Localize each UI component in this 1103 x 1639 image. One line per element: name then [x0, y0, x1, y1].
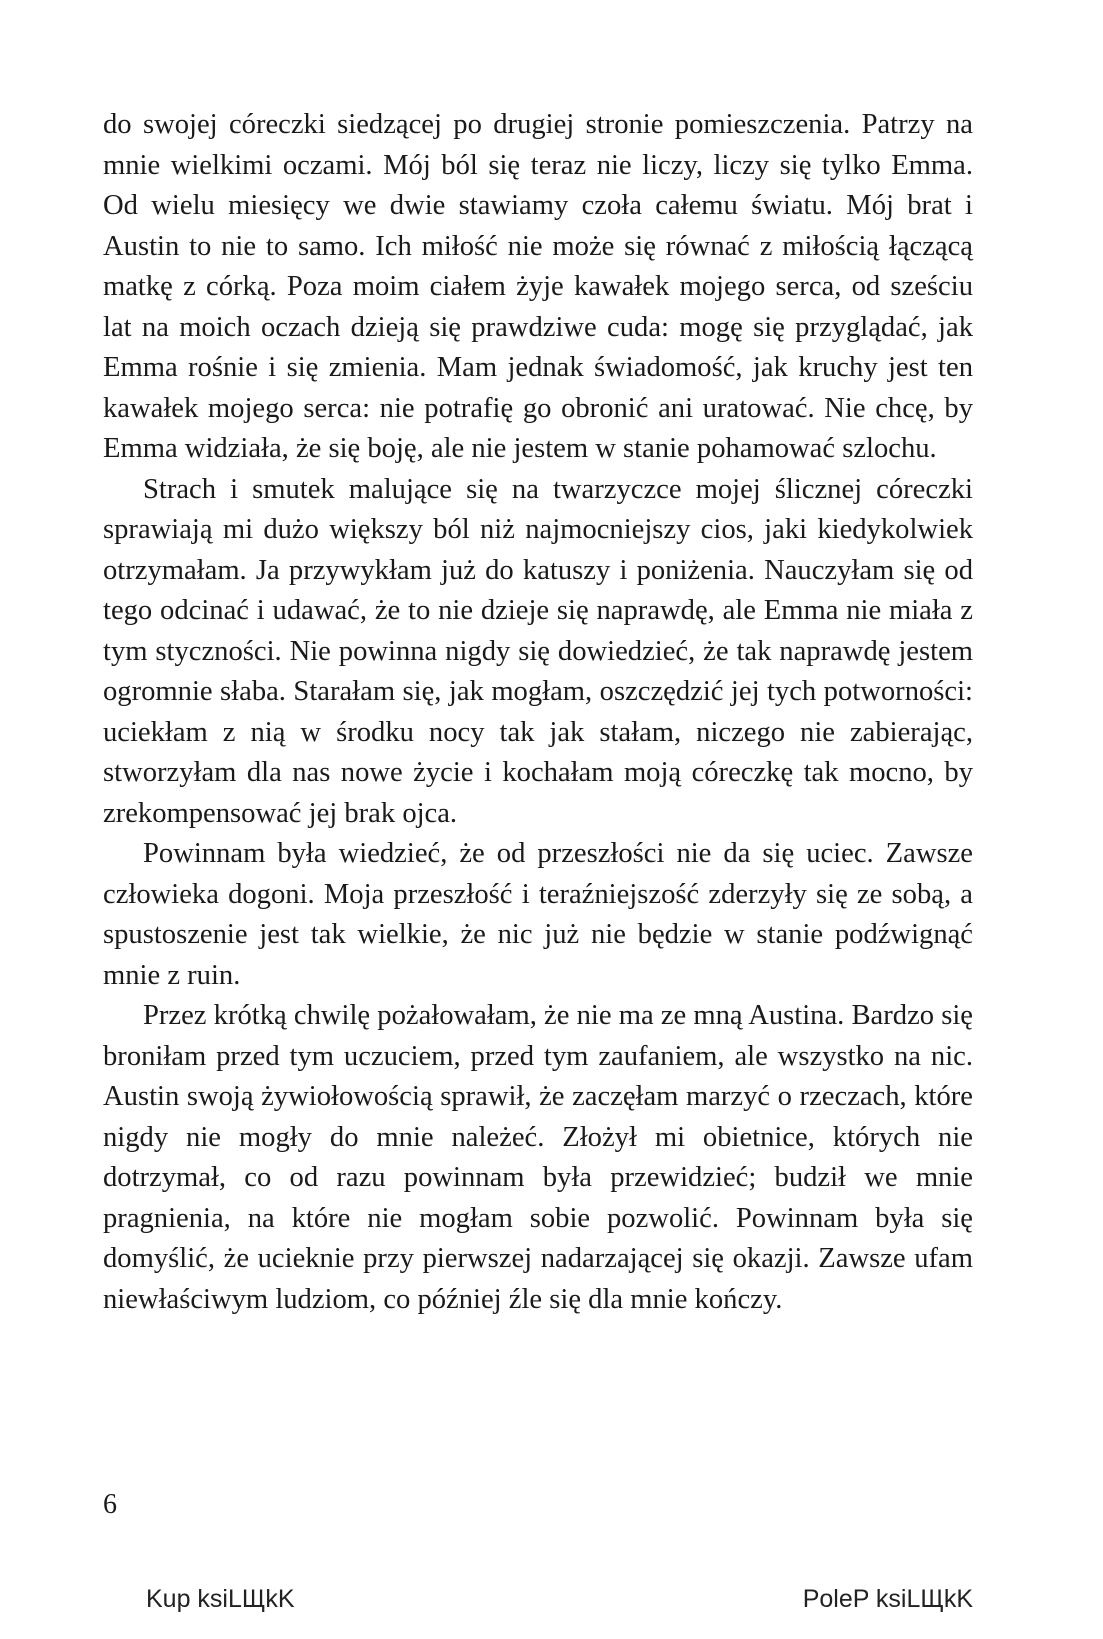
buy-book-link[interactable]: Kup ksiLЩkK	[146, 1585, 295, 1613]
page-number: 6	[103, 1489, 117, 1520]
paragraph-2: Strach i smutek malujące się na twarzyczce mojej ślicznej córeczki sprawiają mi dużo większy ból niż najmocniejszy cios, jaki kiedykolwiek otrzymałam. Ja przywykłam już do katuszy i poniżenia. Nauczyłam się od tego odcinać i udawać, że to nie dzieje się naprawdę, ale Emma nie miała z tym styczności. Nie powinna nigdy się dowiedzieć, że tak naprawdę jestem ogromnie słaba. Starałam się, jak mogłam, oszczędzić jej tych potworności: uciekłam z nią w środku nocy tak jak stałam, niczego nie zabierając, stworzyłam dla nas nowe życie i kochałam moją córeczkę tak mocno, by zrekompensować jej brak ojca.	[103, 473, 973, 829]
paragraph-4: Przez krótką chwilę pożałowałam, że nie ma ze mną Austina. Bardzo się broniłam przed tym uczuciem, przed tym zaufaniem, ale wszystko na nic. Austin swoją żywiołowością sprawił, że zaczęłam marzyć o rzeczach, które nigdy nie mogły do mnie należeć. Złożył mi obietnice, których nie dotrzymał, co od razu powinnam była przewidzieć; budził we mnie pragnienia, na które nie mogłam sobie pozwolić. Powinnam była się domyślić, że ucieknie przy pierwszej nadarzającej się okazji. Zawsze ufam niewłaściwym ludziom, co później źle się dla mnie kończy.	[103, 1000, 973, 1315]
recommend-book-link[interactable]: PoleP ksiLЩkK	[802, 1585, 973, 1613]
page-body	[103, 105, 973, 1320]
paragraph-1: do swojej córeczki siedzącej po drugiej stronie pomieszczenia. Patrzy na mnie wielkimi oczami. Mój ból się teraz nie liczy, liczy się tylko Emma. Od wielu miesięcy we dwie stawiamy czoła całemu światu. Mój brat i Austin to nie to samo. Ich miłość nie może się równać z miłością łączącą matkę z córką. Poza moim ciałem żyje kawałek mojego serca, od sześciu lat na moich oczach dzieją się prawdziwe cuda: mogę się przyglądać, jak Emma rośnie i się zmienia. Mam jednak świadomość, jak kruchy jest ten kawałek mojego serca: nie potrafię go obronić ani uratować. Nie chcę, by Emma widziała, że się boję, ale nie jestem w stanie pohamować szlochu.	[103, 109, 973, 464]
paragraph-3: Powinnam była wiedzieć, że od przeszłości nie da się uciec. Zawsze człowieka dogoni. Moja przeszłość i teraźniejszość zderzyły się ze sobą, a spustoszenie jest tak wielkie, że nic już nie będzie w stanie podźwignąć mnie z ruin.	[103, 838, 973, 991]
